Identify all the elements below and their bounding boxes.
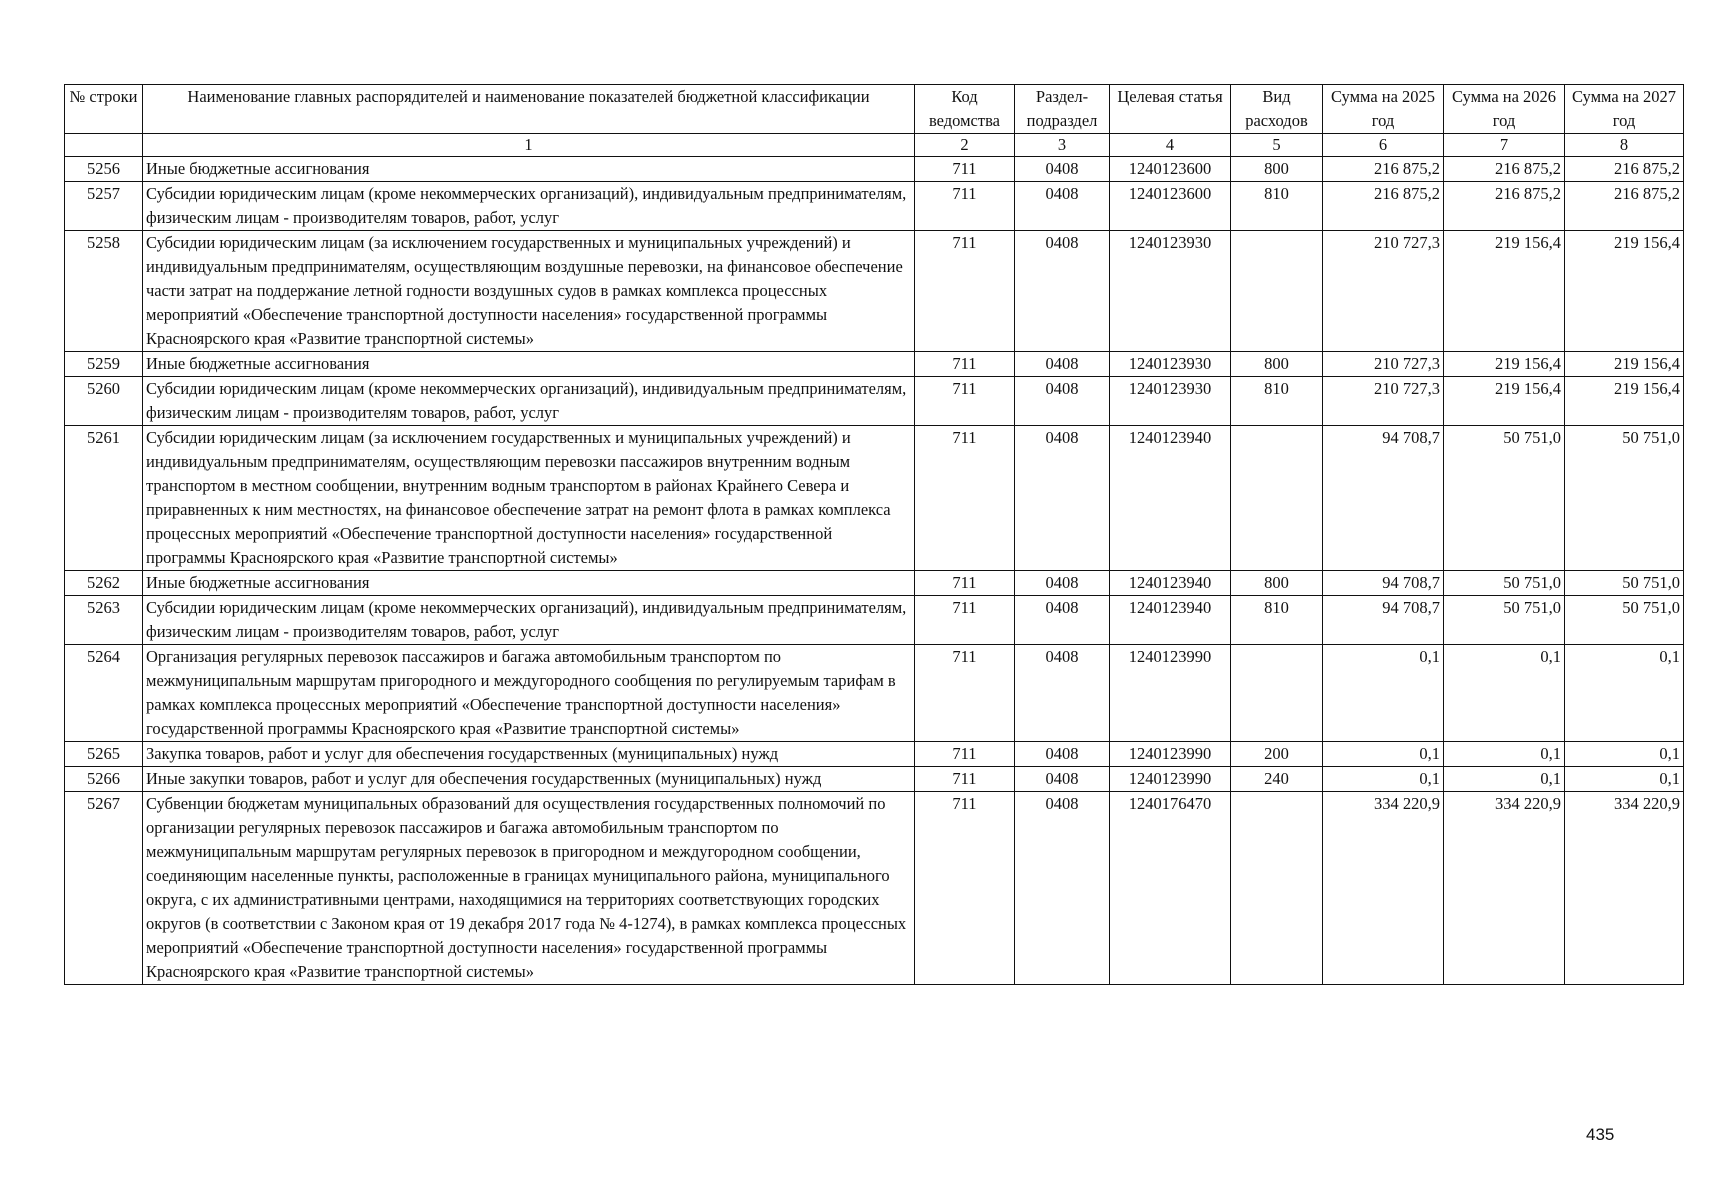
indicator-name-cell: Организация регулярных перевозок пассажиров и багажа автомобильным транспортом по межмуниципальным маршрутам пригородного и междугородного сообщения по регулируемым тарифам в рамках комплекса процессных мероприятий «Обеспечение транспортной доступности населения» государственной программы Красноярского края «Развитие транспортной системы» (143, 645, 915, 742)
sum-2026-cell: 216 875,2 (1444, 157, 1565, 182)
section-subsection-cell: 0408 (1015, 157, 1110, 182)
target-article-cell: 1240123940 (1110, 596, 1231, 645)
indicator-name-cell: Субсидии юридическим лицам (кроме некоммерческих организаций), индивидуальным предпринимателям, физическим лицам - производителям товаров, работ, услуг (143, 596, 915, 645)
sum-2025-cell: 94 708,7 (1323, 426, 1444, 571)
department-code-cell: 711 (915, 157, 1015, 182)
header-expense-type: Вид расходов (1231, 85, 1323, 134)
section-subsection-cell: 0408 (1015, 182, 1110, 231)
sum-2026-cell: 216 875,2 (1444, 182, 1565, 231)
target-article-cell: 1240123930 (1110, 377, 1231, 426)
expense-type-cell: 810 (1231, 596, 1323, 645)
column-number: 4 (1110, 134, 1231, 157)
header-sum-2026: Сумма на 2026 год (1444, 85, 1565, 134)
sum-2025-cell: 334 220,9 (1323, 792, 1444, 985)
sum-2027-cell: 219 156,4 (1565, 231, 1684, 352)
indicator-name-cell: Субсидии юридическим лицам (кроме некоммерческих организаций), индивидуальным предпринимателям, физическим лицам - производителям товаров, работ, услуг (143, 377, 915, 426)
row-number-cell: 5258 (65, 231, 143, 352)
table-row (65, 767, 1684, 792)
section-subsection-cell: 0408 (1015, 767, 1110, 792)
row-number-cell: 5257 (65, 182, 143, 231)
page-number: 435 (1586, 1125, 1615, 1144)
column-number: 7 (1444, 134, 1565, 157)
department-code-cell: 711 (915, 742, 1015, 767)
department-code-cell: 711 (915, 377, 1015, 426)
sum-2027-cell: 50 751,0 (1565, 426, 1684, 571)
sum-2025-cell: 210 727,3 (1323, 231, 1444, 352)
expense-type-cell (1231, 645, 1323, 742)
column-number: 8 (1565, 134, 1684, 157)
sum-2026-cell: 50 751,0 (1444, 571, 1565, 596)
section-subsection-cell: 0408 (1015, 352, 1110, 377)
indicator-name-cell: Закупка товаров, работ и услуг для обеспечения государственных (муниципальных) нужд (143, 742, 915, 767)
row-number-cell: 5260 (65, 377, 143, 426)
sum-2027-cell: 50 751,0 (1565, 596, 1684, 645)
target-article-cell: 1240123930 (1110, 352, 1231, 377)
indicator-name-cell: Иные закупки товаров, работ и услуг для обеспечения государственных (муниципальных) нужд (143, 767, 915, 792)
header-sum-2027: Сумма на 2027 год (1565, 85, 1684, 134)
department-code-cell: 711 (915, 182, 1015, 231)
indicator-name-cell: Субвенции бюджетам муниципальных образований для осуществления государственных полномочий по организации регулярных перевозок пассажиров и багажа автомобильным транспортом по межмуниципальным маршрутам регулярных перевозок в пригородном и междугородном сообщении, соединяющим населенные пункты, расположенные в границах муниципального района, муниципального округа, с их административными центрами, находящимися на территориях соответствующих городских округов (в соответствии с Законом края от 19 декабря 2017 года № 4-1274), в рамках комплекса процессных мероприятий «Обеспечение транспортной доступности населения» государственной программы Красноярского края «Развитие транспортной системы» (143, 792, 915, 985)
header-section-subsection: Раздел-подраздел (1015, 85, 1110, 134)
expense-type-cell: 810 (1231, 182, 1323, 231)
column-number: 6 (1323, 134, 1444, 157)
department-code-cell: 711 (915, 645, 1015, 742)
table-row (65, 596, 1684, 645)
expense-type-cell (1231, 426, 1323, 571)
indicator-name-cell: Субсидии юридическим лицам (кроме некоммерческих организаций), индивидуальным предпринимателям, физическим лицам - производителям товаров, работ, услуг (143, 182, 915, 231)
table-row (65, 352, 1684, 377)
sum-2025-cell: 0,1 (1323, 742, 1444, 767)
department-code-cell: 711 (915, 426, 1015, 571)
target-article-cell: 1240123600 (1110, 182, 1231, 231)
row-number-cell: 5266 (65, 767, 143, 792)
column-number: 3 (1015, 134, 1110, 157)
section-subsection-cell: 0408 (1015, 742, 1110, 767)
section-subsection-cell: 0408 (1015, 596, 1110, 645)
table-row (65, 645, 1684, 742)
section-subsection-cell: 0408 (1015, 231, 1110, 352)
target-article-cell: 1240123600 (1110, 157, 1231, 182)
expense-type-cell (1231, 792, 1323, 985)
indicator-name-cell: Иные бюджетные ассигнования (143, 571, 915, 596)
row-number-cell: 5265 (65, 742, 143, 767)
sum-2025-cell: 210 727,3 (1323, 377, 1444, 426)
target-article-cell: 1240123940 (1110, 571, 1231, 596)
table-row (65, 231, 1684, 352)
target-article-cell: 1240123990 (1110, 645, 1231, 742)
target-article-cell: 1240123940 (1110, 426, 1231, 571)
section-subsection-cell: 0408 (1015, 645, 1110, 742)
sum-2025-cell: 216 875,2 (1323, 182, 1444, 231)
section-subsection-cell: 0408 (1015, 377, 1110, 426)
indicator-name-cell: Субсидии юридическим лицам (за исключением государственных и муниципальных учреждений) и индивидуальным предпринимателям, осуществляющим воздушные перевозки, на финансовое обеспечение части затрат на поддержание летной годности воздушных судов в рамках комплекса процессных мероприятий «Обеспечение транспортной доступности населения» государственной программы Красноярского края «Развитие транспортной системы» (143, 231, 915, 352)
target-article-cell: 1240176470 (1110, 792, 1231, 985)
header-sum-2025: Сумма на 2025 год (1323, 85, 1444, 134)
sum-2027-cell: 50 751,0 (1565, 571, 1684, 596)
sum-2025-cell: 216 875,2 (1323, 157, 1444, 182)
sum-2026-cell: 50 751,0 (1444, 426, 1565, 571)
department-code-cell: 711 (915, 767, 1015, 792)
table-row (65, 426, 1684, 571)
department-code-cell: 711 (915, 352, 1015, 377)
sum-2026-cell: 50 751,0 (1444, 596, 1565, 645)
column-number: 2 (915, 134, 1015, 157)
sum-2027-cell: 216 875,2 (1565, 182, 1684, 231)
column-number: 5 (1231, 134, 1323, 157)
row-number-cell: 5267 (65, 792, 143, 985)
sum-2026-cell: 0,1 (1444, 767, 1565, 792)
expense-type-cell (1231, 231, 1323, 352)
sum-2026-cell: 219 156,4 (1444, 231, 1565, 352)
expense-type-cell: 800 (1231, 571, 1323, 596)
row-number-cell: 5264 (65, 645, 143, 742)
table-row (65, 157, 1684, 182)
table-row (65, 377, 1684, 426)
indicator-name-cell: Иные бюджетные ассигнования (143, 157, 915, 182)
row-number-cell: 5261 (65, 426, 143, 571)
budget-table (64, 84, 1684, 985)
header-row (65, 85, 1684, 134)
section-subsection-cell: 0408 (1015, 426, 1110, 571)
sum-2026-cell: 219 156,4 (1444, 352, 1565, 377)
target-article-cell: 1240123990 (1110, 742, 1231, 767)
row-number-cell: 5259 (65, 352, 143, 377)
expense-type-cell: 240 (1231, 767, 1323, 792)
sum-2025-cell: 210 727,3 (1323, 352, 1444, 377)
sum-2025-cell: 0,1 (1323, 645, 1444, 742)
section-subsection-cell: 0408 (1015, 792, 1110, 985)
sum-2026-cell: 0,1 (1444, 742, 1565, 767)
expense-type-cell: 810 (1231, 377, 1323, 426)
sum-2026-cell: 0,1 (1444, 645, 1565, 742)
header-target-article: Целевая статья (1110, 85, 1231, 134)
table-row (65, 792, 1684, 985)
target-article-cell: 1240123930 (1110, 231, 1231, 352)
table-row (65, 742, 1684, 767)
table-body (65, 157, 1684, 985)
table-row (65, 182, 1684, 231)
department-code-cell: 711 (915, 231, 1015, 352)
department-code-cell: 711 (915, 792, 1015, 985)
target-article-cell: 1240123990 (1110, 767, 1231, 792)
row-number-cell: 5263 (65, 596, 143, 645)
department-code-cell: 711 (915, 571, 1015, 596)
row-number-cell: 5256 (65, 157, 143, 182)
sum-2025-cell: 94 708,7 (1323, 596, 1444, 645)
expense-type-cell: 800 (1231, 352, 1323, 377)
table-row (65, 571, 1684, 596)
department-code-cell: 711 (915, 596, 1015, 645)
header-row-number: № строки (65, 85, 143, 134)
sum-2027-cell: 334 220,9 (1565, 792, 1684, 985)
row-number-cell: 5262 (65, 571, 143, 596)
header-name: Наименование главных распорядителей и наименование показателей бюджетной классификации (143, 85, 915, 134)
sum-2027-cell: 219 156,4 (1565, 352, 1684, 377)
section-subsection-cell: 0408 (1015, 571, 1110, 596)
sum-2026-cell: 334 220,9 (1444, 792, 1565, 985)
sum-2027-cell: 0,1 (1565, 767, 1684, 792)
indicator-name-cell: Субсидии юридическим лицам (за исключением государственных и муниципальных учреждений) и индивидуальным предпринимателям, осуществляющим перевозки пассажиров внутренним водным транспортом в местном сообщении, внутренним водным транспортом в районах Крайнего Севера и приравненных к ним местностях, на финансовое обеспечение затрат на ремонт флота в рамках комплекса процессных мероприятий «Обеспечение транспортной доступности населения» государственной программы Красноярского края «Развитие транспортной системы» (143, 426, 915, 571)
indicator-name-cell: Иные бюджетные ассигнования (143, 352, 915, 377)
sum-2026-cell: 219 156,4 (1444, 377, 1565, 426)
column-numbers-row (65, 134, 1684, 157)
sum-2027-cell: 216 875,2 (1565, 157, 1684, 182)
sum-2025-cell: 0,1 (1323, 767, 1444, 792)
column-number: 1 (143, 134, 915, 157)
header-department-code: Код ведомства (915, 85, 1015, 134)
sum-2025-cell: 94 708,7 (1323, 571, 1444, 596)
sum-2027-cell: 219 156,4 (1565, 377, 1684, 426)
sum-2027-cell: 0,1 (1565, 742, 1684, 767)
column-number (65, 134, 143, 157)
sum-2027-cell: 0,1 (1565, 645, 1684, 742)
expense-type-cell: 200 (1231, 742, 1323, 767)
expense-type-cell: 800 (1231, 157, 1323, 182)
